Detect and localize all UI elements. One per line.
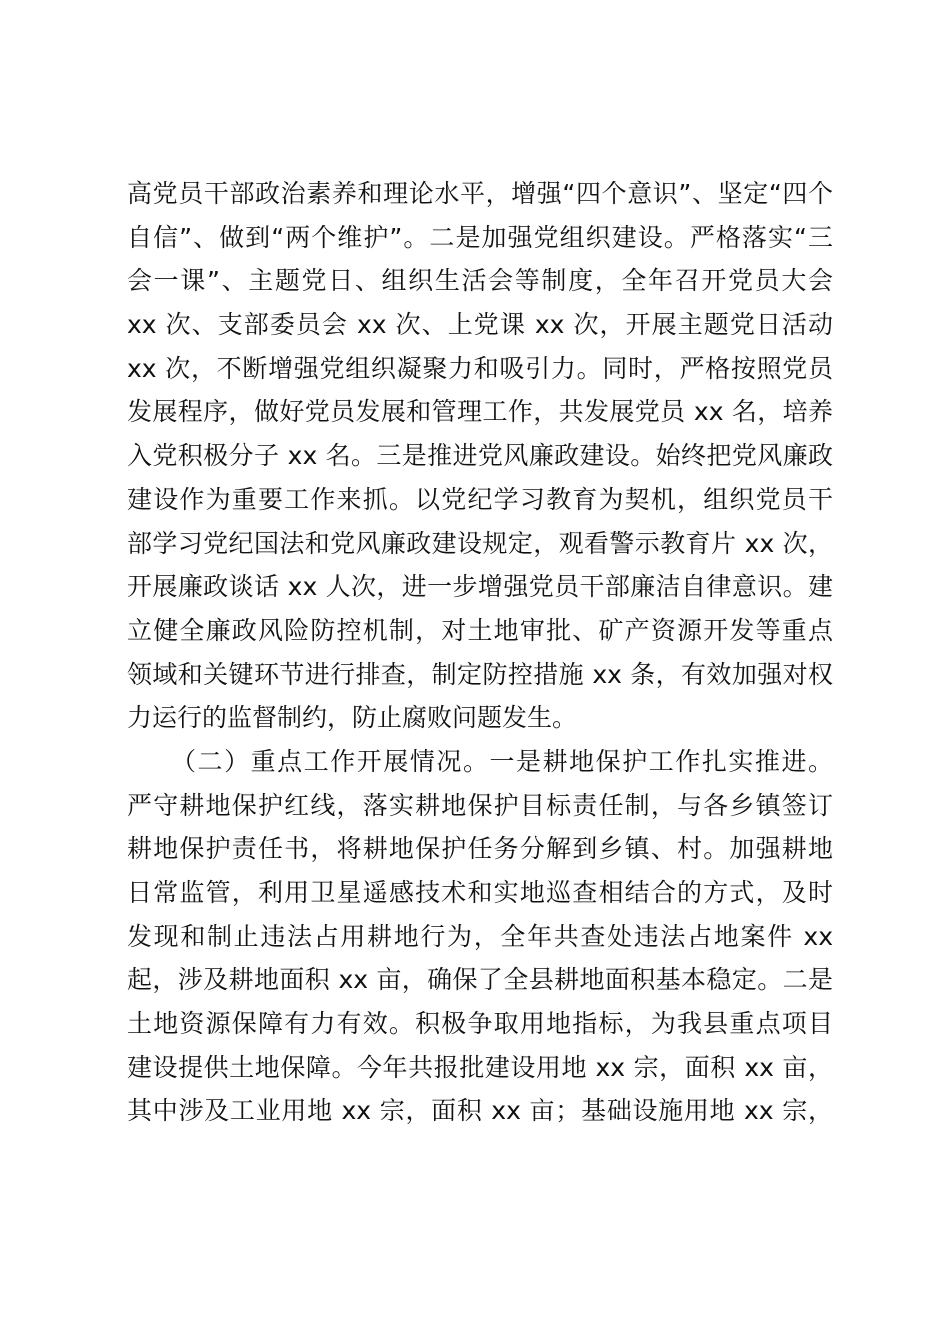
text-line: xx 次、支部委员会 xx 次、上党课 xx 次，开展主题党日活动 — [127, 310, 833, 340]
text-line: 土地资源保障有力有效。积极争取用地指标，为我县重点项目 — [127, 1009, 833, 1039]
text-line: 建设提供土地保障。今年共报批建设用地 xx 宗，面积 xx 亩， — [127, 1052, 833, 1082]
text-line: 发展程序，做好党员发展和管理工作，共发展党员 xx 名，培养 — [127, 397, 833, 427]
text-line: 自信”、做到“两个维护”。二是加强党组织建设。严格落实“三 — [127, 222, 833, 252]
text-line: 发现和制止违法占用耕地行为，全年共查处违法占地案件 xx — [127, 921, 833, 951]
section-heading-line: （二）重点工作开展情况。一是耕地保护工作扎实推进。 — [171, 746, 833, 776]
text-line: 立健全廉政风险防控机制，对土地审批、矿产资源开发等重点 — [127, 615, 833, 645]
text-line: 严守耕地保护红线，落实耕地保护目标责任制，与各乡镇签订 — [127, 790, 833, 820]
text-line: xx 次，不断增强党组织凝聚力和吸引力。同时，严格按照党员 — [127, 353, 833, 383]
text-line: 会一课”、主题党日、组织生活会等制度，全年召开党员大会 — [127, 266, 833, 296]
text-line: 开展廉政谈话 xx 人次，进一步增强党员干部廉洁自律意识。建 — [127, 572, 833, 602]
text-line: 高党员干部政治素养和理论水平，增强“四个意识”、坚定“四个 — [127, 179, 833, 208]
paragraph-end-line: 力运行的监督制约，防止腐败问题发生。 — [127, 703, 578, 733]
text-line: 耕地保护责任书，将耕地保护任务分解到乡镇、村。加强耕地 — [127, 834, 833, 864]
text-line: 领域和关键环节进行排查，制定防控措施 xx 条，有效加强对权 — [127, 659, 833, 689]
text-line: 入党积极分子 xx 名。三是推进党风廉政建设。始终把党风廉政 — [127, 441, 833, 471]
text-line: 部学习党纪国法和党风廉政建设规定，观看警示教育片 xx 次， — [127, 528, 833, 558]
text-line: 其中涉及工业用地 xx 宗，面积 xx 亩；基础设施用地 xx 宗， — [127, 1096, 833, 1126]
text-line: 建设作为重要工作来抓。以党纪学习教育为契机，组织党员干 — [127, 484, 833, 514]
document-body — [127, 172, 833, 1133]
text-line: 起，涉及耕地面积 xx 亩，确保了全县耕地面积基本稳定。二是 — [127, 965, 833, 995]
text-line: 日常监管，利用卫星遥感技术和实地巡查相结合的方式，及时 — [127, 878, 833, 907]
